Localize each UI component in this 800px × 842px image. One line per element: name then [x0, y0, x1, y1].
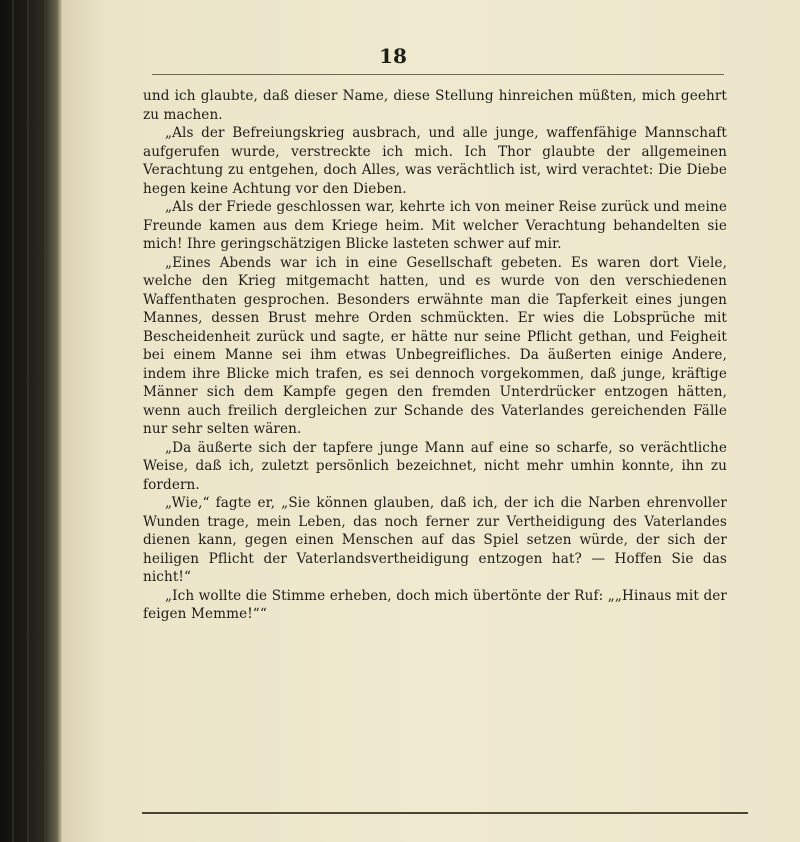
paragraph: „Eines Abends war ich in eine Gesellschaft gebeten. Es waren dort Viele, welche den Krieg mitgemacht hatten, und es wurde von den verschiedenen Waffenthaten gesprochen. Besonders erwähnte man die Tapferkeit eines jungen Mannes, dessen Brust mehre Orden schmückten. Er wies die Lobsprüche mit Bescheidenheit zurück und sagte, er hätte nur seine Pflicht gethan, und Feigheit bei einem Manne sei ihm etwas Unbegreifliches. Da äußerten einige Andere, indem ihre Blicke mich trafen, es sei dennoch vorgekommen, daß junge, kräftige Männer sich dem Kampfe gegen den fremden Unterdrücker entzogen hätten, wenn auch freilich dergleichen zur Schande des Vaterlandes gereichenden Fälle nur sehr selten wären.: [143, 254, 727, 437]
header-rule: [152, 74, 724, 75]
binding-streak: [12, 0, 14, 842]
paragraph: „Ich wollte die Stimme erheben, doch mich übertönte der Ruf: „„Hinaus mit der feigen Memme!““: [143, 587, 727, 622]
page-body-text: [143, 87, 727, 624]
paragraph: „Wie,“ fagte er, „Sie können glauben, daß ich, der ich die Narben ehrenvoller Wunden trage, mein Leben, das noch ferner zur Vertheidigung des Vaterlandes dienen kann, gegen einen Menschen auf das Spiel setzen würde, der sich der heiligen Pflicht der Vaterlandsvertheidigung entzogen hat? — Hoffen Sie das nicht!“: [143, 495, 727, 585]
binding-streak: [44, 0, 46, 842]
binding-streak: [27, 0, 29, 842]
paragraph: „Als der Befreiungskrieg ausbrach, und alle junge, waffenfähige Mannschaft aufgerufen wurde, verstreckte ich mich. Ich Thor glaubte der allgemeinen Verachtung zu entgehen, doch Alles, was verächtlich ist, wird verachtet: Die Diebe hegen keine Achtung vor den Dieben.: [143, 125, 727, 197]
paragraph: „Da äußerte sich der tapfere junge Mann auf eine so scharfe, so verächtliche Weise, daß ich, zuletzt persönlich bezeichnet, nicht mehr umhin konnte, ihn zu fordern.: [143, 439, 727, 493]
paragraph: „Als der Friede geschlossen war, kehrte ich von meiner Reise zurück und meine Freunde kamen aus dem Kriege heim. Mit welcher Verachtung behandelten sie mich! Ihre geringschätzigen Blicke lasteten schwer auf mir.: [143, 199, 727, 252]
book-binding-gutter: [0, 0, 62, 842]
page-number: 18: [379, 44, 407, 68]
paragraph: und ich glaubte, daß dieser Name, diese Stellung hinreichen müßten, mich geehrt zu machen.: [143, 88, 727, 123]
footer-rule: [142, 812, 748, 814]
